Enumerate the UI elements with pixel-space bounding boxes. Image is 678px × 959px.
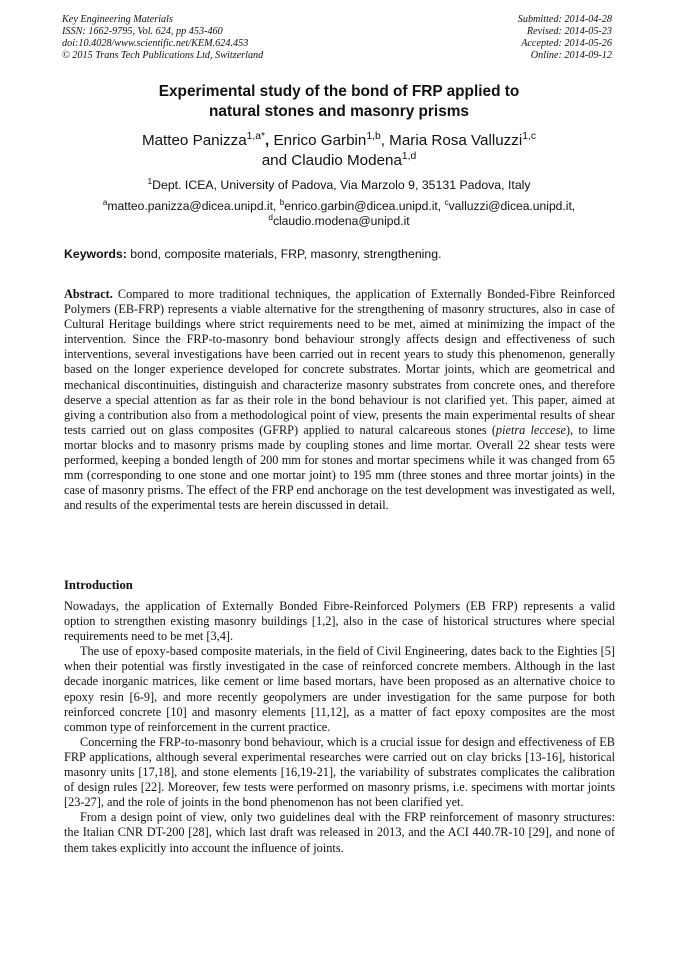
author-name: Maria Rosa Valluzzi <box>389 132 523 149</box>
abstract-text: Compared to more traditional techniques, the application of Externally Bonded-Fibre Reinforced Polymers (EB-FRP) represents a viable alternative for the strengthening of masonry structures, also in case of Cultural Heritage buildings where strict requirements need to be met, aimed at minimizing the impact of the intervention. Since the FRP-to-masonry bond behaviour strongly affects design and effectiveness of such interventions, several investigations have been carried out in recent years to study this phenomenon, generally based on the longer experience developed for concrete substrates. Mortar joints, which are geometrical and mechanical discontinuities, distinguish and characterize masonry substrates from concrete ones, and therefore deserve a special attention as far as their role in the bond behaviour is not clarified yet. This paper, aimed at giving a contribution also from a methodological point of view, presents the main experimental results of shear tests carried out on glass composites (GFRP) applied to natural calcareous stones ( <box>64 287 615 437</box>
affiliation <box>60 175 618 193</box>
paragraph: The use of epoxy-based composite materials, in the field of Civil Engineering, dates back to the Eighties [5] when their potential was firstly investigated in the case of reinforced concrete members. Although in the last decade inorganic matrices, like cement or lime based mortars, have been proposed as an alternative choice to epoxy resin [6-9], and more recently geopolymers are under investigation for the same purpose for both reinforced concrete [10] and masonry elements [11,12], as a matter of fact epoxy composites are the most common type of reinforcement in the current practice. <box>64 644 615 734</box>
journal-info <box>62 14 382 62</box>
email-superscript: a <box>102 197 108 207</box>
title-line-2: natural stones and masonry prisms <box>208 102 469 120</box>
email-address: matteo.panizza@dicea.unipd.it, <box>107 199 277 213</box>
date-accepted: Accepted: 2014-05-26 <box>521 37 612 49</box>
author-line-2 <box>60 151 618 171</box>
abstract <box>64 287 615 513</box>
email-address: enrico.garbin@dicea.unipd.it, <box>284 199 442 213</box>
date-online: Online: 2014-09-12 <box>530 49 612 61</box>
introduction-body <box>64 599 615 856</box>
abstract-text: ), to lime mortar blocks and to masonry prisms made by coupling stones and lime mortar. Overall 22 shear tests were performed, keeping a bonded length of 200 mm for stones and mortar specimens while it was changed from 65 mm (corresponding to one stone and one mortar joint) to 195 mm (three stones and three mortar joints) in the case of masonry prisms. The effect of the FRP end anchorage on the test development was investigated as well, and results of the experimental tests are herein discussed in detail. <box>64 422 615 513</box>
title-line-1: Experimental study of the bond of FRP applied to <box>158 83 520 100</box>
author-line-1: Matteo Panizza$^{1,a*}$, Enrico Garbin$^{1,b}$, Maria Rosa Valluzzi$^{1,c}$ <box>141 130 537 149</box>
copyright: © 2015 Trans Tech Publications Ltd, Switzerland <box>62 49 264 61</box>
doi: doi:10.4028/www.scientific.net/KEM.624.453 <box>62 37 249 49</box>
author-superscript: 1,c <box>522 130 537 142</box>
author-emails <box>60 199 618 229</box>
section-heading-introduction: Introduction <box>64 578 133 592</box>
journal-name: Key Engineering Materials <box>62 14 173 25</box>
paper-title <box>60 82 618 121</box>
email-superscript: d <box>268 212 273 222</box>
paragraph: From a design point of view, only two guidelines deal with the FRP reinforcement of masonry structures: the Italian CNR DT-200 [28], which last draft was released in 2013, and the ACI 440.7R-10 [29], and none of them takes explicitly into account the influence of joints. <box>64 810 615 855</box>
keywords-label: Keywords: <box>64 247 127 261</box>
email-address: valluzzi@dicea.unipd.it, <box>448 199 576 213</box>
email-superscript: b <box>279 197 285 207</box>
affiliation-text: Dept. ICEA, University of Padova, Via Marzolo 9, 35131 Padova, Italy <box>152 178 531 192</box>
issn-volume: ISSN: 1662-9795, Vol. 624, pp 453-460 <box>62 25 223 37</box>
date-submitted: Submitted: 2014-04-28 <box>517 14 612 25</box>
abstract-label: Abstract. <box>64 287 113 301</box>
affiliation-superscript: 1 <box>147 175 153 186</box>
author-name: Enrico Garbin <box>273 132 367 149</box>
author-list <box>60 131 618 170</box>
publication-dates <box>392 14 612 62</box>
paragraph: Nowadays, the application of Externally Bonded Fibre-Reinforced Polymers (EB FRP) represents a valid option to strengthen existing masonry buildings [1,2], also in the case of historical structures where special requirements need to be met [3,4]. <box>64 599 615 644</box>
email-line-1 <box>60 199 618 214</box>
author-superscript: 1,b <box>366 130 381 142</box>
author-superscript: 1,a* <box>246 130 266 142</box>
author-name: Matteo Panizza <box>141 132 247 149</box>
abstract-italic-term: pietra leccese <box>495 422 566 437</box>
author-name: Claudio Modena <box>291 151 402 169</box>
keywords-text: bond, composite materials, FRP, masonry, strengthening. <box>130 247 442 261</box>
email-line-2 <box>60 214 618 229</box>
email-address: claudio.modena@unipd.it <box>272 214 410 228</box>
author-conjunction: and <box>261 151 288 169</box>
email-superscript: c <box>444 197 449 207</box>
date-revised: Revised: 2014-05-23 <box>526 25 612 37</box>
author-superscript: 1,d <box>401 150 417 162</box>
keywords <box>64 247 624 262</box>
paragraph: Concerning the FRP-to-masonry bond behaviour, which is a crucial issue for design and effectiveness of EB FRP applications, although several experimental researches were carried out on clay bricks [13-16], historical masonry units [17,18], and stone elements [16,19-21], the variability of substrates complicates the calibration of design rules [22]. Moreover, few tests were performed on masonry prisms, i.e. specimens with mortar joints [23-27], and the role of joints in the bond phenomenon has not been clarified yet. <box>64 734 615 810</box>
